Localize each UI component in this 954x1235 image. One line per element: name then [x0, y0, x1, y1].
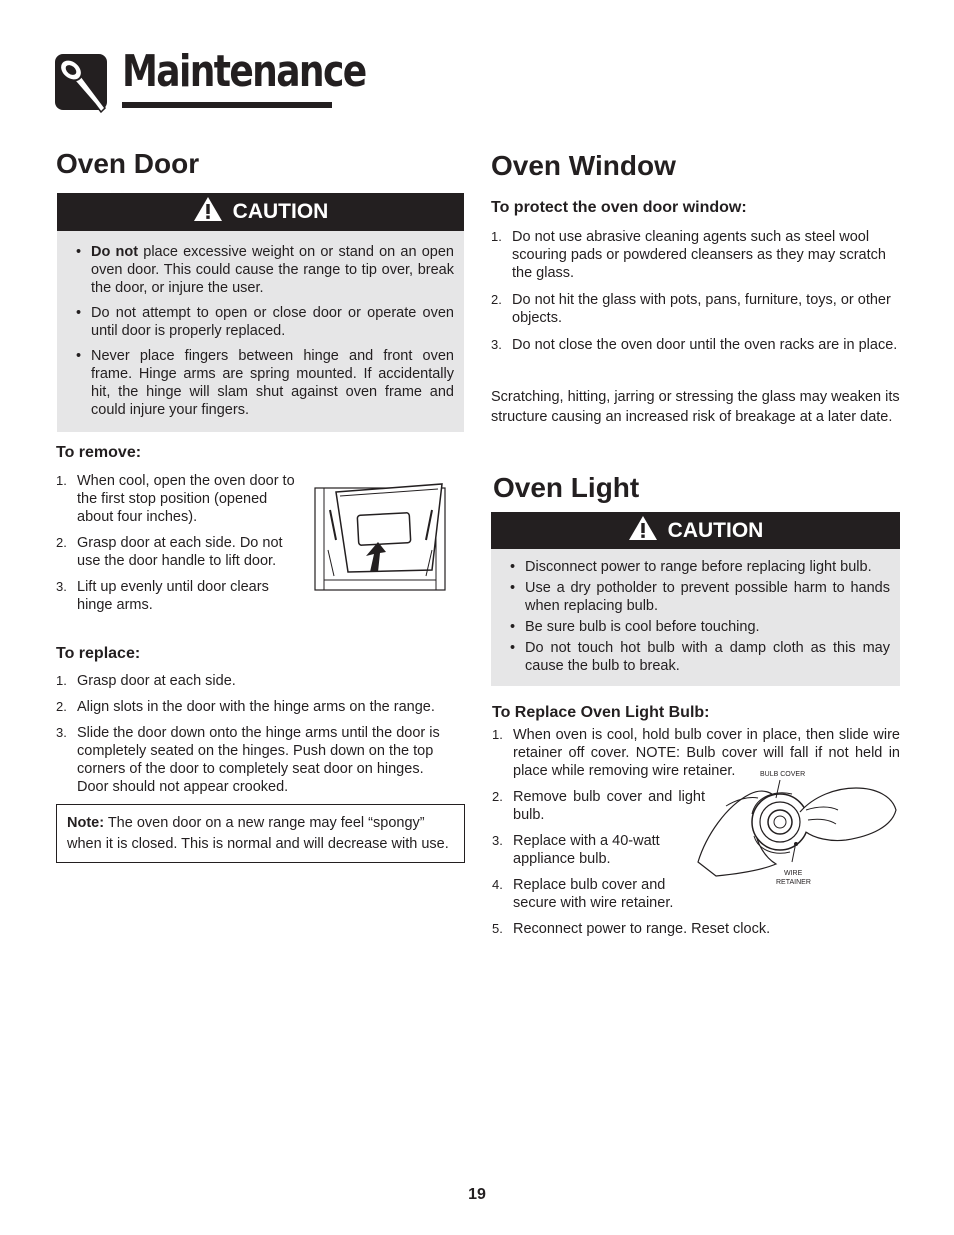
list-item: 3. Slide the door down onto the hinge arms until the door is completely seated on the hinges. Push down on the top corners of the door to completely seat door on hinges. Door should not appear crooked. [56, 725, 440, 795]
caution-header [491, 512, 900, 549]
oven-door-heading: Oven Door [56, 148, 200, 179]
caution-item: • Never place fingers between hinge and front oven frame. Hinge arms are spring mounted. If accidentally hit, the hinge will slam shut against oven frame and could injure your fingers. [76, 348, 454, 418]
window-paragraph: Scratching, hitting, jarring or stressing the glass may weaken its structure causing an increased risk of breakage at a later date. [491, 389, 900, 425]
page-number: 19 [468, 1186, 486, 1203]
caution-item: • Disconnect power to range before replacing light bulb. [510, 559, 872, 575]
oven-light-caution-box [491, 512, 900, 686]
list-item: 1. Grasp door at each side. [56, 673, 236, 689]
list-item: 2. Grasp door at each side. Do not use the door handle to lift door. [56, 535, 283, 569]
list-item: 3. Do not close the oven door until the oven racks are in place. [491, 337, 898, 353]
to-remove-heading: To remove: [56, 444, 142, 461]
wire-label: WIRE [784, 870, 803, 877]
oven-door-caution-box [57, 193, 464, 432]
remove-steps [56, 472, 306, 622]
list-item: 1. When cool, open the oven door to the first stop position (opened about four inches). [56, 473, 295, 525]
retainer-label: RETAINER [776, 879, 811, 886]
caution-item: • Do not attempt to open or close door or operate oven until door is properly replaced. [76, 305, 454, 339]
oven-door-removal-illustration [314, 480, 446, 597]
caution-label: CAUTION [667, 518, 764, 542]
page-title: Maintenance [122, 46, 366, 97]
caution-item: • Use a dry potholder to prevent possible harm to hands when replacing bulb. [510, 580, 890, 614]
bulb-replacement-illustration [696, 766, 900, 897]
to-replace-heading: To replace: [56, 645, 141, 662]
maintenance-logo-icon [55, 52, 113, 114]
list-item: 5. Reconnect power to range. Reset clock. [492, 921, 771, 937]
caution-header [57, 193, 464, 231]
caution-label: CAUTION [232, 200, 329, 223]
warning-triangle-icon [628, 515, 658, 547]
list-item: 1. Do not use abrasive cleaning agents such as steel wool scouring pads or powdered cleansers as they may scratch the glass. [491, 229, 886, 281]
list-item: 4. Replace bulb cover and secure with wire retainer. [492, 877, 674, 911]
oven-door-note: Note: The oven door on a new range may feel “spongy” when it is closed. This is normal and will decrease with use. [56, 804, 465, 863]
bulb-cover-label: BULB COVER [760, 771, 806, 778]
warning-triangle-icon [193, 196, 223, 228]
replace-bulb-heading: To Replace Oven Light Bulb: [492, 704, 710, 721]
caution-item: • Do not place excessive weight on or stand on an open oven door. This could cause the range to tip over, break the door, or injure the user. [76, 244, 454, 296]
list-item: 2. Remove bulb cover and light bulb. [492, 789, 705, 823]
replace-steps [56, 672, 456, 804]
list-item: 3. Lift up evenly until door clears hinge arms. [56, 579, 269, 613]
list-item: 1. When oven is cool, hold bulb cover in place, then slide wire retainer off cover. NOTE: Bulb cover will fall if not held in place while removing wire retainer. [492, 727, 900, 779]
list-item: 3. Replace with a 40-watt appliance bulb. [492, 833, 660, 867]
protect-window-subheading: To protect the oven door window: [491, 199, 747, 216]
caution-item: • Be sure bulb is cool before touching. [510, 619, 760, 635]
caution-item: • Do not touch hot bulb with a damp cloth as this may cause the bulb to break. [510, 640, 890, 674]
oven-window-heading: Oven Window [491, 150, 676, 181]
list-item: 2. Align slots in the door with the hinge arms on the range. [56, 699, 435, 715]
window-steps [491, 228, 901, 362]
list-item: 2. Do not hit the glass with pots, pans, furniture, toys, or other objects. [491, 292, 891, 326]
title-underline [122, 102, 332, 108]
oven-light-heading: Oven Light [493, 472, 640, 503]
